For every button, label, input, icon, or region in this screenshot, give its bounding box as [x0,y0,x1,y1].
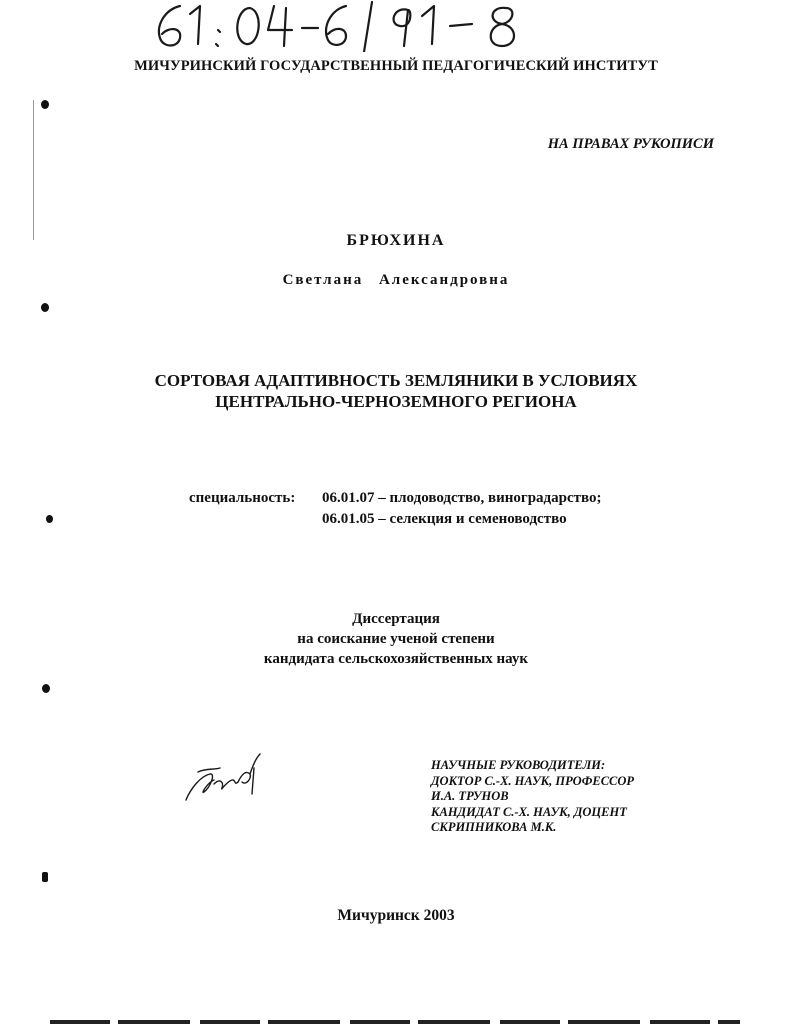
binder-hole-mark [41,100,49,109]
degree-statement-line-3: кандидата сельскохозяйственных наук [263,651,529,667]
binder-hole-mark [42,684,50,693]
handwritten-signature [180,752,270,808]
handwritten-archive-code [150,0,570,52]
specialty-item: 06.01.07 – плодоводство, виноградарство; [322,490,602,506]
degree-statement-line-2: на соискание ученой степени [297,631,495,647]
binder-hole-mark [41,303,49,312]
supervisor-line: СКРИПНИКОВА М.К. [431,820,557,834]
supervisor-line: КАНДИДАТ С.-Х. НАУК, ДОЦЕНТ [431,804,627,819]
scientific-supervisors [431,758,634,836]
scan-margin-line [33,100,34,240]
supervisors-heading: НАУЧНЫЕ РУКОВОДИТЕЛИ: [431,758,606,772]
supervisor-line: ДОКТОР С.-Х. НАУК, ПРОФЕССОР [431,773,635,788]
degree-statement-line-1: Диссертация [352,611,440,627]
scan-bottom-edge [50,1020,740,1024]
supervisor-line: И.А. ТРУНОВ [431,789,509,803]
binder-hole-mark [46,515,53,523]
thesis-title [0,370,792,412]
binder-hole-mark [42,872,48,882]
degree-statement [0,609,792,669]
institute-name: МИЧУРИНСКИЙ ГОСУДАРСТВЕННЫЙ ПЕДАГОГИЧЕСКИЙ ИНСТИТУТ [134,58,658,74]
manuscript-rights-note: НА ПРАВАХ РУКОПИСИ [547,136,714,152]
thesis-title-line-1: СОРТОВАЯ АДАПТИВНОСТЬ ЗЕМЛЯНИКИ В УСЛОВИЯХ [154,371,638,390]
city-and-year: Мичуринск 2003 [337,907,455,924]
specialty-label: специальность: [189,490,296,506]
specialty-item: 06.01.05 – селекция и семеноводство [322,511,567,527]
thesis-title-line-2: ЦЕНТРАЛЬНО-ЧЕРНОЗЕМНОГО РЕГИОНА [215,392,577,411]
author-given-names: Светлана Александровна [282,272,510,288]
author-surname: БРЮХИНА [346,232,446,249]
